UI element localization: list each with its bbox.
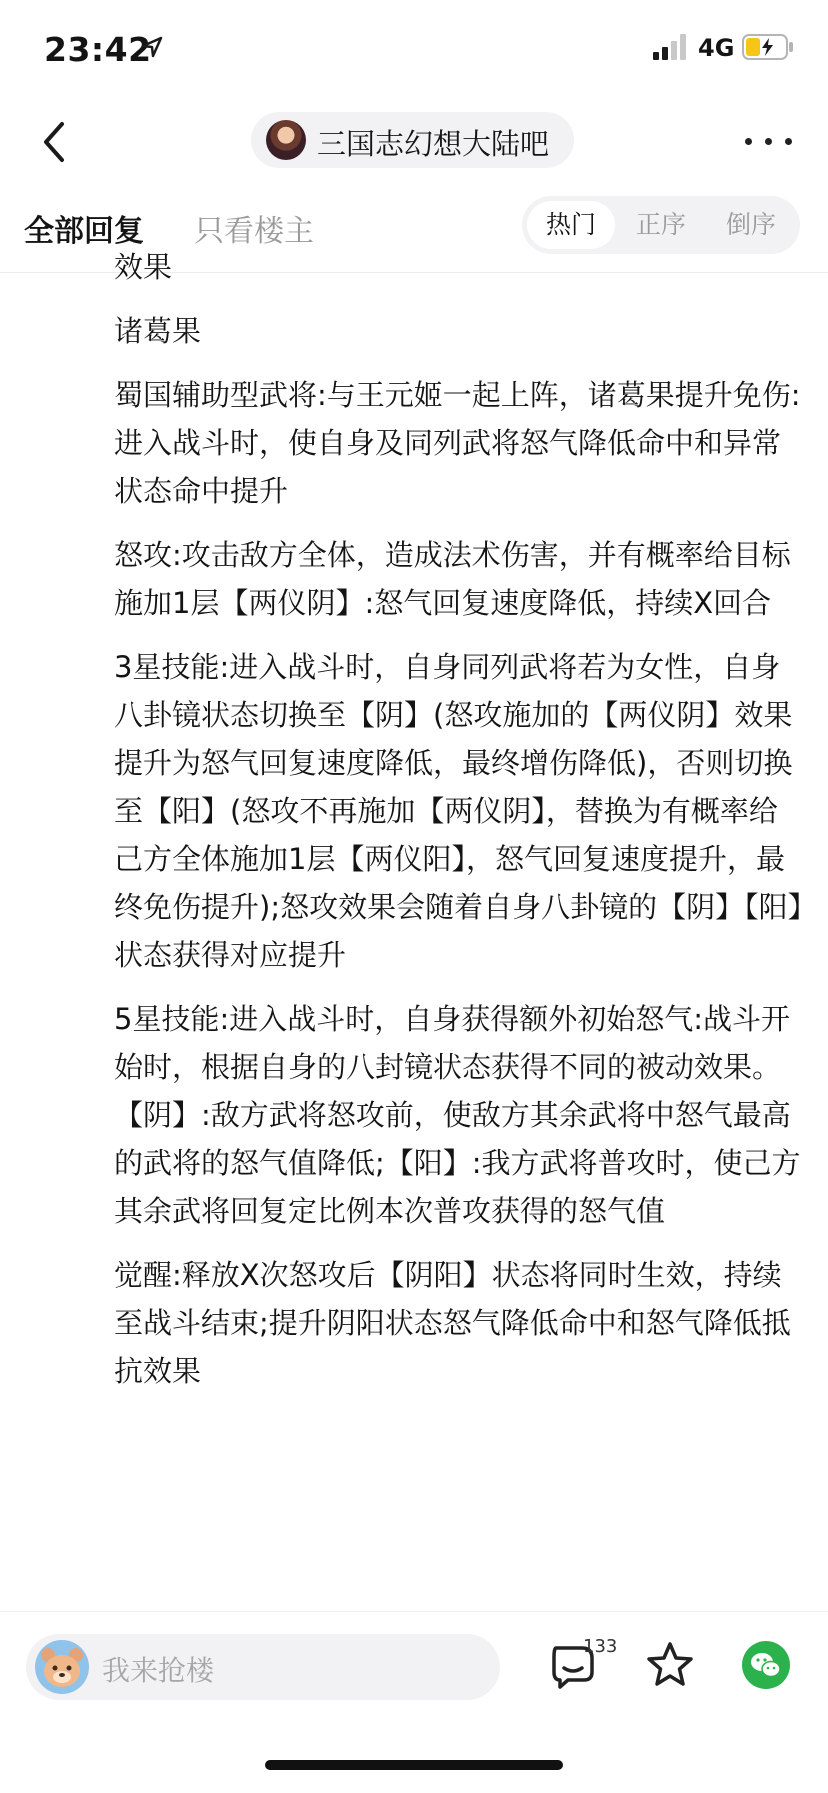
post-paragraph: 蜀国辅助型武将:与王元姬一起上阵，诸葛果提升免伤:进入战斗时，使自身及同列武将怒气降低命中和异常状态命中提升 bbox=[114, 378, 801, 508]
post-content[interactable] bbox=[0, 250, 828, 1611]
sort-ascending-button[interactable]: 正序 bbox=[635, 210, 686, 239]
chevron-left-icon[interactable] bbox=[38, 118, 72, 166]
wechat-share-icon[interactable] bbox=[742, 1641, 790, 1689]
battery-icon bbox=[742, 34, 794, 60]
user-avatar bbox=[34, 1639, 90, 1695]
reply-input[interactable] bbox=[26, 1634, 500, 1700]
location-arrow-icon bbox=[141, 36, 163, 58]
post-paragraph: 效果 bbox=[114, 250, 173, 284]
post-paragraph: 觉醒:释放X次怒攻后【阴阳】状态将同时生效，持续至战斗结束;提升阴阳状态怒气降低命中和怒气降低抵抗效果 bbox=[114, 1258, 791, 1388]
sort-descending-button[interactable]: 倒序 bbox=[725, 210, 776, 239]
status-bar bbox=[0, 0, 828, 100]
post-paragraph: 诸葛果 bbox=[114, 314, 202, 348]
home-indicator bbox=[265, 1760, 563, 1770]
post-paragraph: 5星技能:进入战斗时，自身获得额外初始怒气:战斗开始时，根据自身的八封镜状态获得不同的被动效果。【阴】:敌方武将怒攻前，使敌方其余武将中怒气最高的武将的怒气值降低;【阳】:我方武将普攻时，使己方其余武将回复定比例本次普攻获得的怒气值 bbox=[114, 1002, 801, 1228]
forum-title-button[interactable] bbox=[251, 112, 574, 168]
network-type: 4G bbox=[698, 34, 735, 62]
forum-avatar bbox=[266, 120, 306, 160]
cellular-signal-icon bbox=[653, 34, 689, 60]
forum-name: 三国志幻想大陆吧 bbox=[317, 127, 550, 161]
status-time: 23:42 bbox=[44, 30, 152, 69]
bottom-action-bar bbox=[0, 1611, 828, 1793]
star-icon[interactable] bbox=[645, 1640, 695, 1690]
tab-all-replies[interactable]: 全部回复 bbox=[24, 214, 144, 249]
navigation-bar bbox=[0, 100, 828, 200]
more-dots-icon[interactable] bbox=[745, 138, 793, 148]
post-paragraph: 3星技能:进入战斗时，自身同列武将若为女性，自身八卦镜状态切换至【阴】(怒攻施加的【两仪阴】效果提升为怒气回复速度降低，最终增伤降低)，否则切换至【阳】(怒攻不再施加【两仪阴】，替换为有概率给己方全体施加1层【两仪阳】，怒气回复速度提升，最终免伤提升);怒攻效果会随着自身八卦镜的【阴】【阳】状态获得对应提升 bbox=[114, 650, 803, 972]
reply-placeholder: 我来抢楼 bbox=[102, 1654, 215, 1687]
sort-hot-button[interactable]: 热门 bbox=[527, 201, 615, 249]
comment-count: 133 bbox=[583, 1636, 618, 1657]
tab-op-only[interactable]: 只看楼主 bbox=[194, 214, 314, 249]
post-paragraph: 怒攻:攻击敌方全体，造成法术伤害，并有概率给目标施加1层【两仪阴】:怒气回复速度降低，持续X回合 bbox=[114, 538, 791, 620]
